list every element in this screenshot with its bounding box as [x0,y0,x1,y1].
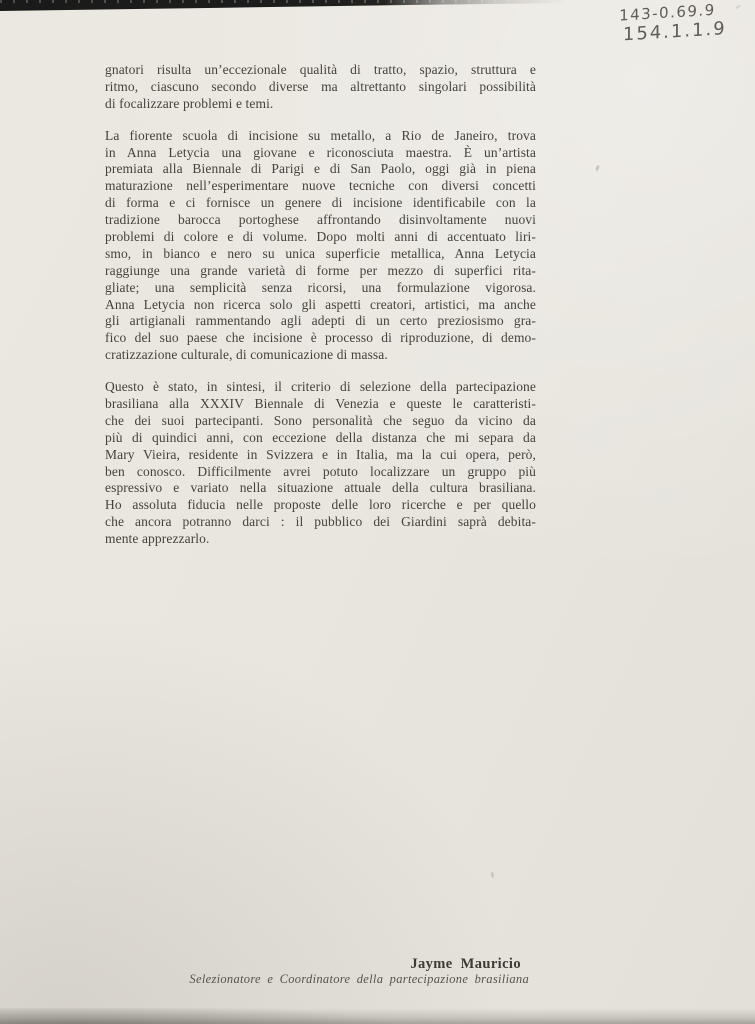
scan-bottom-shadow [0,1008,755,1024]
catalog-number-line1: 143-0.69.9 [619,0,716,25]
text-line: tradizione barocca portoghese affrontando disinvoltamente nuovi [105,212,536,228]
paragraph [105,379,536,548]
text-line: mente apprezzarlo. [105,531,210,547]
text-line: brasiliana alla XXXIV Biennale di Venezia e queste le caratteristi- [105,396,536,412]
paragraph [105,128,536,364]
text-line: ritmo, ciascuno secondo diverse ma altrettanto singolari possibilità [105,78,536,94]
signature-role: Selezionatore e Coordinatore della partecipazione brasiliana [189,972,529,986]
text-line: ben conosco. Difficilmente avrei potuto localizzare un gruppo più [105,463,536,479]
text-line: di forma e ci fornisce un genere di incisione identificabile con la [105,195,536,211]
body-text-column [105,62,536,563]
text-line: problemi di colore e di volume. Dopo molti anni di accentuato liri- [105,229,536,245]
text-line: Mary Vieira, residente in Svizzera e in Italia, ma la cui opera, però, [105,446,536,462]
paragraph [105,62,536,113]
text-line: Ho assoluta fiducia nelle proposte delle loro ricerche e per quello [105,497,536,513]
text-line: maturazione nell’esperimentare nuove tecniche con diversi concetti [105,178,536,194]
text-line: di focalizzare problemi e temi. [105,95,274,111]
text-line: cratizzazione culturale, di comunicazione di massa. [105,347,388,363]
text-line: gli artigianali rammentando agli adepti di un certo preziosismo gra- [105,313,536,329]
catalog-number-line2: 154.1.1.9 [622,18,727,46]
text-line: raggiunge una grande varietà di forme per mezzo di superfici rita- [105,262,536,278]
scan-edge-strip [0,0,565,11]
text-line: in Anna Letycia una giovane e riconosciuta maestra. È un’artista [105,144,536,160]
catalog-handwriting [619,1,727,46]
text-line: La fiorente scuola di incisione su metallo, a Rio de Janeiro, trova [105,127,536,143]
scan-speck [735,5,741,10]
text-line: espressivo e variato nella situazione attuale della cultura brasiliana. [105,480,536,496]
text-line: gnatori risulta un’eccezionale qualità di tratto, spazio, struttura e [105,62,536,77]
signature-name: Jayme Mauricio [410,956,521,972]
text-line: smo, in bianco e nero su unica superficie metallica, Anna Letycia [105,245,536,261]
text-line: che ancora potranno darci : il pubblico dei Giardini saprà debita- [105,514,536,530]
text-line: fico del suo paese che incisione è processo di riproduzione, di demo- [105,330,536,346]
text-line: più di quindici anni, con eccezione della distanza che mi separa da [105,429,536,445]
text-line: Anna Letycia non ricerca solo gli aspetti creatori, artistici, ma anche [105,296,536,312]
scan-speck [595,165,600,172]
text-line: gliate; una semplicità senza ricorsi, una formulazione vigorosa. [105,279,536,295]
text-line: premiata alla Biennale di Parigi e di San Paolo, oggi già in piena [105,161,536,177]
text-line: che dei suoi partecipanti. Sono personalità che seguo da vicino da [105,412,536,428]
text-line: Questo è stato, in sintesi, il criterio di selezione della partecipazione [105,379,536,395]
scan-speck [490,872,494,878]
